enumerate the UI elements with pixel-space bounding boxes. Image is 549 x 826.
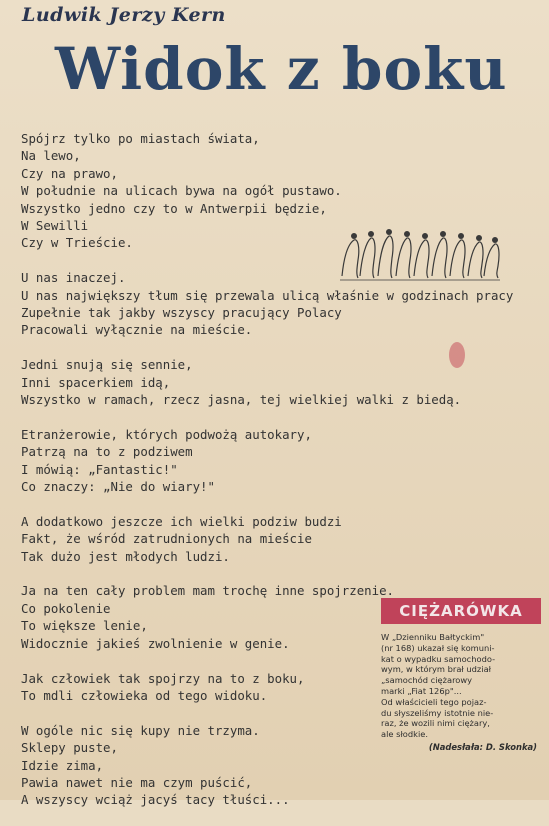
poem-line: W ogóle nic się kupy nie trzyma.	[21, 722, 260, 738]
poem-line: Tak dużo jest młodych ludzi.	[21, 548, 230, 564]
sidebar-text-line: Od właścicieli tego pojaz-	[381, 696, 487, 707]
poem-line: Pawia nawet nie ma czym puścić,	[21, 774, 253, 790]
poem-line: Jak człowiek tak spojrzy na to z boku,	[21, 670, 305, 686]
poem-stanza	[21, 130, 541, 252]
poem-line: U nas inaczej.	[21, 270, 126, 286]
sidebar-text-line: ale słodkie.	[381, 729, 429, 740]
poem-line: Czy w Trieście.	[21, 235, 133, 251]
poem-stanza	[21, 356, 541, 408]
poem-line: To większe lenie,	[21, 618, 148, 634]
sidebar-text-line: W „Dzienniku Bałtyckim"	[381, 632, 485, 642]
poem-line: Na lewo,	[21, 148, 81, 164]
poem-line: A wszyscy wciąż jacyś tacy tłuści...	[21, 792, 290, 808]
poem-line: Pracowali wyłącznie na mieście.	[21, 322, 253, 338]
poem-line: A dodatkowo jeszcze ich wielki podziw budzi	[21, 513, 342, 529]
sidebar-text-line: marki „Fiat 126p"...	[381, 685, 462, 696]
poem-line: Wszystko jedno czy to w Antwerpii będzie,	[21, 200, 327, 216]
poem-line: To mdli człowieka od tego widoku.	[21, 687, 268, 703]
poem-line: Idzie zima,	[21, 757, 104, 773]
poem-line: U nas największy tłum się przewala ulicą właśnie w godzinach pracy	[21, 287, 514, 303]
sidebar-heading: CIĘŻARÓWKA	[381, 598, 541, 624]
poem-line: Patrzą na to z podziwem	[21, 444, 193, 460]
poem-line: Wszystko w ramach, rzecz jasna, tej wielkiej walki z biedą.	[21, 392, 462, 408]
sidebar-text-line: (nr 168) ukazał się komuni-	[381, 642, 495, 653]
author-name: Ludwik Jerzy Kern	[22, 4, 226, 26]
sidebar-signature: (Nadesłała: D. Skonka)	[428, 741, 537, 752]
sidebar-text-line: du słyszeliśmy istotnie nie-	[381, 707, 494, 718]
poem-line: Fakt, że wśród zatrudnionych na mieście	[21, 531, 312, 547]
poem-line: Etranżerowie, których podwożą autokary,	[21, 426, 312, 442]
poem-stanza	[21, 513, 541, 565]
poem-line: Sklepy puste,	[21, 740, 118, 756]
sidebar-article	[377, 598, 541, 752]
poem-line: Jedni snują się sennie,	[21, 357, 193, 373]
poem-line: Co pokolenie	[21, 600, 111, 616]
poem-line: Inni spacerkiem idą,	[21, 374, 171, 390]
poem-line: Czy na prawo,	[21, 165, 118, 181]
poem-stanza	[21, 426, 541, 496]
poem-line: W południe na ulicach bywa na ogół pustawo.	[21, 183, 342, 199]
poem-title: Widok z boku	[55, 35, 508, 103]
poem-line: Co znaczy: „Nie do wiary!"	[21, 479, 215, 495]
poem-line: Ja na ten cały problem mam trochę inne spojrzenie.	[21, 583, 394, 599]
sidebar-text-line: raz, że wozili nimi ciężary,	[381, 718, 490, 729]
poem-stanza	[21, 269, 541, 339]
poem-line: Widocznie jakieś zwolnienie w genie.	[21, 635, 290, 651]
sidebar-text-line: kat o wypadku samochodo-	[381, 653, 496, 664]
poem-line: W Sewilli	[21, 218, 89, 234]
sidebar-text	[377, 632, 541, 740]
poem-line: Spójrz tylko po miastach świata,	[21, 131, 260, 146]
sidebar-text-line: „samochód ciężarowy	[381, 675, 473, 686]
poem-line: I mówią: „Fantastic!"	[21, 461, 178, 477]
sidebar-text-line: wym, w którym brał udział	[381, 664, 492, 675]
poem-line: Zupełnie tak jakby wszyscy pracujący Polacy	[21, 305, 342, 321]
